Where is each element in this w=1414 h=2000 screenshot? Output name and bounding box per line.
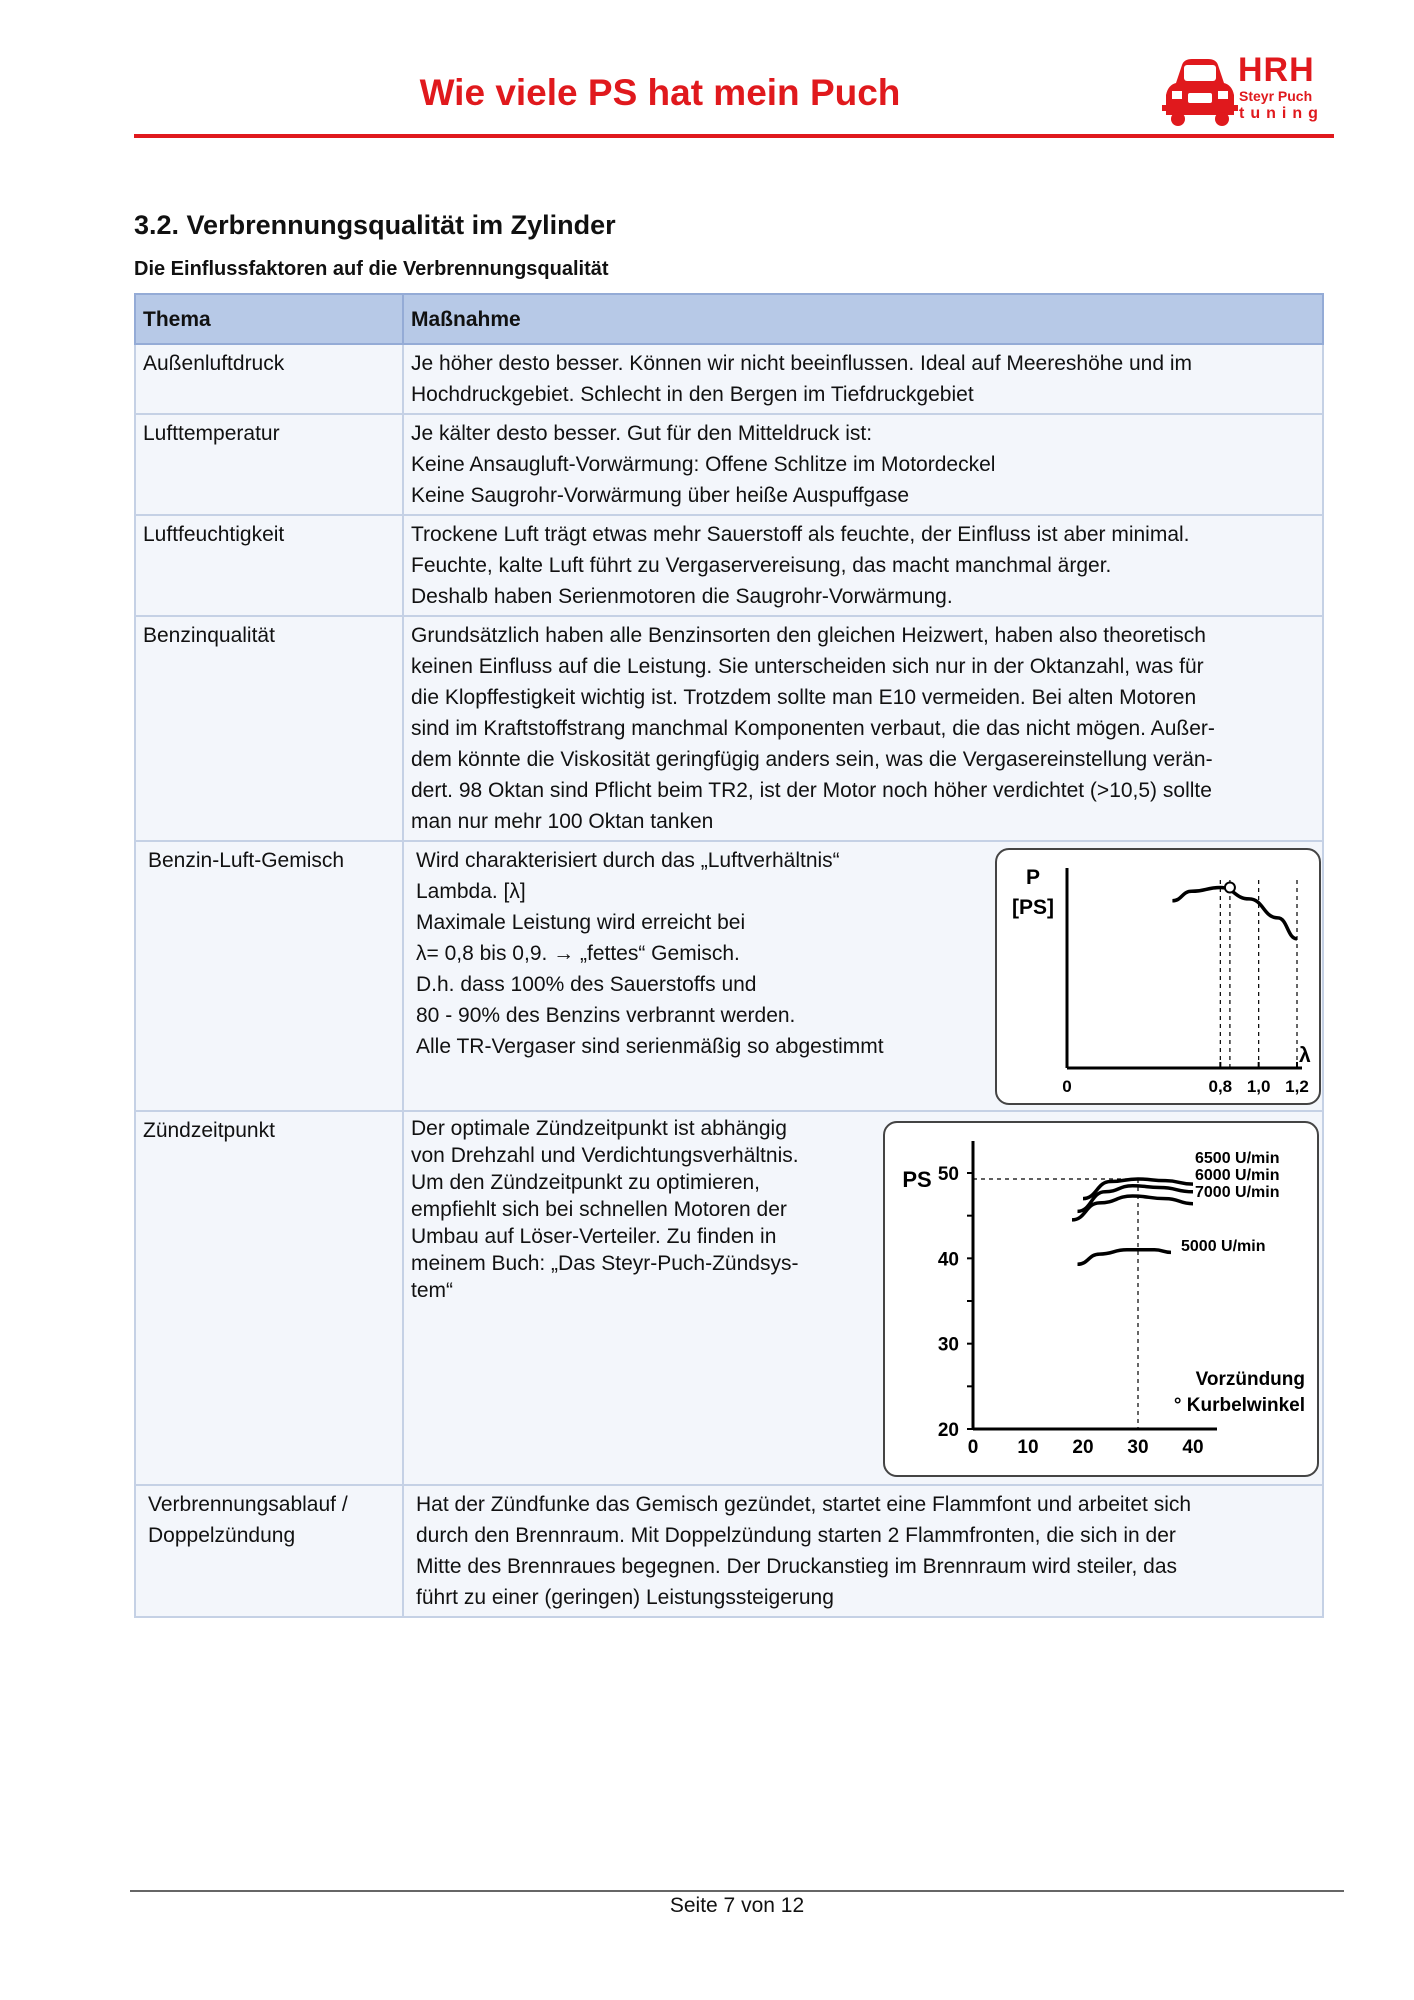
table-row	[135, 515, 1323, 616]
document-title: Wie viele PS hat mein Puch	[419, 72, 901, 113]
x-tick-label: 0	[967, 1437, 979, 1458]
x-axis-label: ° Kurbelwinkel	[1173, 1395, 1305, 1416]
series-label: 7000 U/min	[1195, 1184, 1280, 1201]
ignition-chart	[883, 1121, 1319, 1477]
measure-line: Lambda. [λ]	[416, 880, 526, 903]
y-axis-label: PS	[902, 1167, 932, 1192]
topic-cell	[135, 1485, 403, 1617]
x-tick-label: 1,0	[1246, 1077, 1271, 1096]
x-axis-label: λ	[1299, 1044, 1311, 1067]
footer-rule	[130, 1890, 1344, 1892]
measure-line: Mitte des Brennraues begegnen. Der Druckanstieg im Brennraum wird steiler, das	[416, 1555, 1178, 1578]
x-tick-label: 0	[1062, 1077, 1072, 1096]
measure-line: von Drehzahl und Verdichtungsverhältnis.	[411, 1144, 799, 1167]
topic-cell: Benzinqualität	[135, 616, 403, 841]
measure-line: meinem Buch: „Das Steyr-Puch-Zündsys-	[411, 1252, 799, 1275]
header-measure: Maßnahme	[403, 294, 1323, 344]
lambda-chart-svg	[997, 850, 1319, 1103]
measure-line: Wird charakterisiert durch das „Luftverhältnis“	[416, 849, 840, 872]
measure-line: D.h. dass 100% des Sauerstoffs und	[416, 973, 757, 996]
measure-cell	[403, 616, 1323, 841]
measure-cell	[403, 1485, 1323, 1617]
table-row	[135, 1485, 1323, 1617]
table-row	[135, 1111, 1323, 1485]
measure-line: Hat der Zündfunke das Gemisch gezündet, startet eine Flammfont und arbeitet sich	[416, 1493, 1192, 1516]
hrh-logo	[1160, 51, 1350, 129]
x-tick-label: 0,8	[1208, 1077, 1233, 1096]
header-topic: Thema	[135, 294, 403, 344]
series-label: 5000 U/min	[1181, 1238, 1266, 1255]
lambda-chart	[995, 848, 1321, 1105]
measure-line: Um den Zündzeitpunkt zu optimieren,	[411, 1171, 761, 1194]
topic-line: Doppelzündung	[148, 1524, 296, 1547]
measure-line: Hochdruckgebiet. Schlecht in den Bergen im Tiefdruckgebiet	[411, 383, 974, 406]
y-axis-label: P	[1025, 866, 1041, 889]
y-tick-label: 30	[937, 1334, 959, 1356]
topic-line: Verbrennungsablauf /	[148, 1493, 348, 1516]
measure-line: führt zu einer (geringen) Leistungssteigerung	[416, 1586, 834, 1609]
rpm-curve	[1078, 1250, 1172, 1265]
measure-line: Je höher desto besser. Können wir nicht beeinflussen. Ideal auf Meereshöhe und im	[411, 352, 1192, 375]
measure-line: Maximale Leistung wird erreicht bei	[416, 911, 746, 934]
topic-cell: Zündzeitpunkt	[135, 1111, 403, 1485]
measure-line: Grundsätzlich haben alle Benzinsorten den gleichen Heizwert, haben also theoretisch	[411, 624, 1206, 647]
section-subheading: Die Einflussfaktoren auf die Verbrennungsqualität	[134, 258, 609, 280]
x-tick-label: 10	[1017, 1437, 1039, 1458]
table-row	[135, 344, 1323, 414]
y-tick-label: 20	[937, 1420, 959, 1441]
x-tick-label: 30	[1127, 1437, 1149, 1458]
car-logo-icon	[1160, 55, 1238, 129]
section-heading: 3.2. Verbrennungsqualität im Zylinder	[134, 210, 616, 240]
y-axis-label: [PS]	[1012, 896, 1054, 919]
measure-line: Alle TR-Vergaser sind serienmäßig so abgestimmt	[416, 1035, 884, 1058]
logo-line2: tuning	[1239, 105, 1324, 122]
power-curve	[1172, 888, 1297, 939]
max-point-marker	[1225, 883, 1235, 893]
measure-line: Deshalb haben Serienmotoren die Saugrohr-Vorwärmung.	[411, 585, 953, 608]
measure-line: Je kälter desto besser. Gut für den Mitteldruck ist:	[411, 422, 873, 445]
measure-line: Keine Saugrohr-Vorwärmung über heiße Auspuffgase	[411, 484, 910, 507]
measure-cell	[403, 515, 1323, 616]
measure-line: Keine Ansaugluft-Vorwärmung: Offene Schlitze im Motordeckel	[411, 453, 996, 476]
table-row	[135, 841, 1323, 1111]
header-rule	[134, 134, 1334, 138]
measure-cell	[403, 1111, 1323, 1485]
rpm-curve	[1072, 1196, 1193, 1220]
measure-line: keinen Einfluss auf die Leistung. Sie unterscheiden sich nur in der Oktanzahl, was für	[411, 655, 1204, 678]
topic-cell: Lufttemperatur	[135, 414, 403, 515]
measure-line: empfiehlt sich bei schnellen Motoren der	[411, 1198, 787, 1221]
measure-line: λ= 0,8 bis 0,9. → „fettes“ Gemisch.	[416, 942, 740, 965]
measure-line: Feuchte, kalte Luft führt zu Vergaservereisung, das macht manchmal ärger.	[411, 554, 1112, 577]
y-tick-label: 40	[937, 1249, 959, 1271]
table-row	[135, 616, 1323, 841]
x-tick-label: 1,2	[1285, 1077, 1309, 1096]
measure-line: dert. 98 Oktan sind Pflicht beim TR2, ist der Motor noch höher verdichtet (>10,5) sollte	[411, 779, 1212, 802]
measure-line: die Klopffestigkeit wichtig ist. Trotzdem sollte man E10 vermeiden. Bei alten Motoren	[411, 686, 1197, 709]
ignition-chart-svg	[885, 1123, 1317, 1475]
factors-table	[134, 293, 1324, 1618]
table-header-row	[135, 294, 1323, 344]
x-axis-label: Vorzündung	[1195, 1369, 1305, 1390]
measure-line: Umbau auf Löser-Verteiler. Zu finden in	[411, 1225, 777, 1248]
measure-line: Trockene Luft trägt etwas mehr Sauerstoff als feuchte, der Einfluss ist aber minimal.	[411, 523, 1190, 546]
x-tick-label: 40	[1182, 1437, 1204, 1458]
measure-line: sind im Kraftstoffstrang manchmal Komponenten verbaut, die das nicht mögen. Außer-	[411, 717, 1215, 740]
topic-cell: Außenluftdruck	[135, 344, 403, 414]
measure-cell	[403, 414, 1323, 515]
measure-line: tem“	[411, 1279, 453, 1302]
topic-cell: Luftfeuchtigkeit	[135, 515, 403, 616]
measure-cell	[403, 344, 1323, 414]
measure-line: man nur mehr 100 Oktan tanken	[411, 810, 714, 833]
measure-line: dem könnte die Viskosität geringfügig anders sein, was die Vergasereinstellung verän-	[411, 748, 1213, 771]
topic-cell: Benzin-Luft-Gemisch	[135, 841, 403, 1111]
measure-line: 80 - 90% des Benzins verbrannt werden.	[416, 1004, 796, 1027]
table-row	[135, 414, 1323, 515]
measure-line: durch den Brennraum. Mit Doppelzündung starten 2 Flammfronten, die sich in der	[416, 1524, 1176, 1547]
logo-hrh: HRH	[1238, 51, 1315, 89]
measure-cell	[403, 841, 1323, 1111]
x-tick-label: 20	[1072, 1437, 1094, 1458]
logo-line1: Steyr Puch	[1239, 88, 1313, 104]
page-number: Seite 7 von 12	[669, 1894, 805, 1917]
series-label: 6000 U/min	[1195, 1167, 1280, 1184]
measure-line: Der optimale Zündzeitpunkt ist abhängig	[411, 1117, 787, 1140]
y-tick-label: 50	[937, 1164, 959, 1185]
series-label: 6500 U/min	[1195, 1150, 1280, 1167]
